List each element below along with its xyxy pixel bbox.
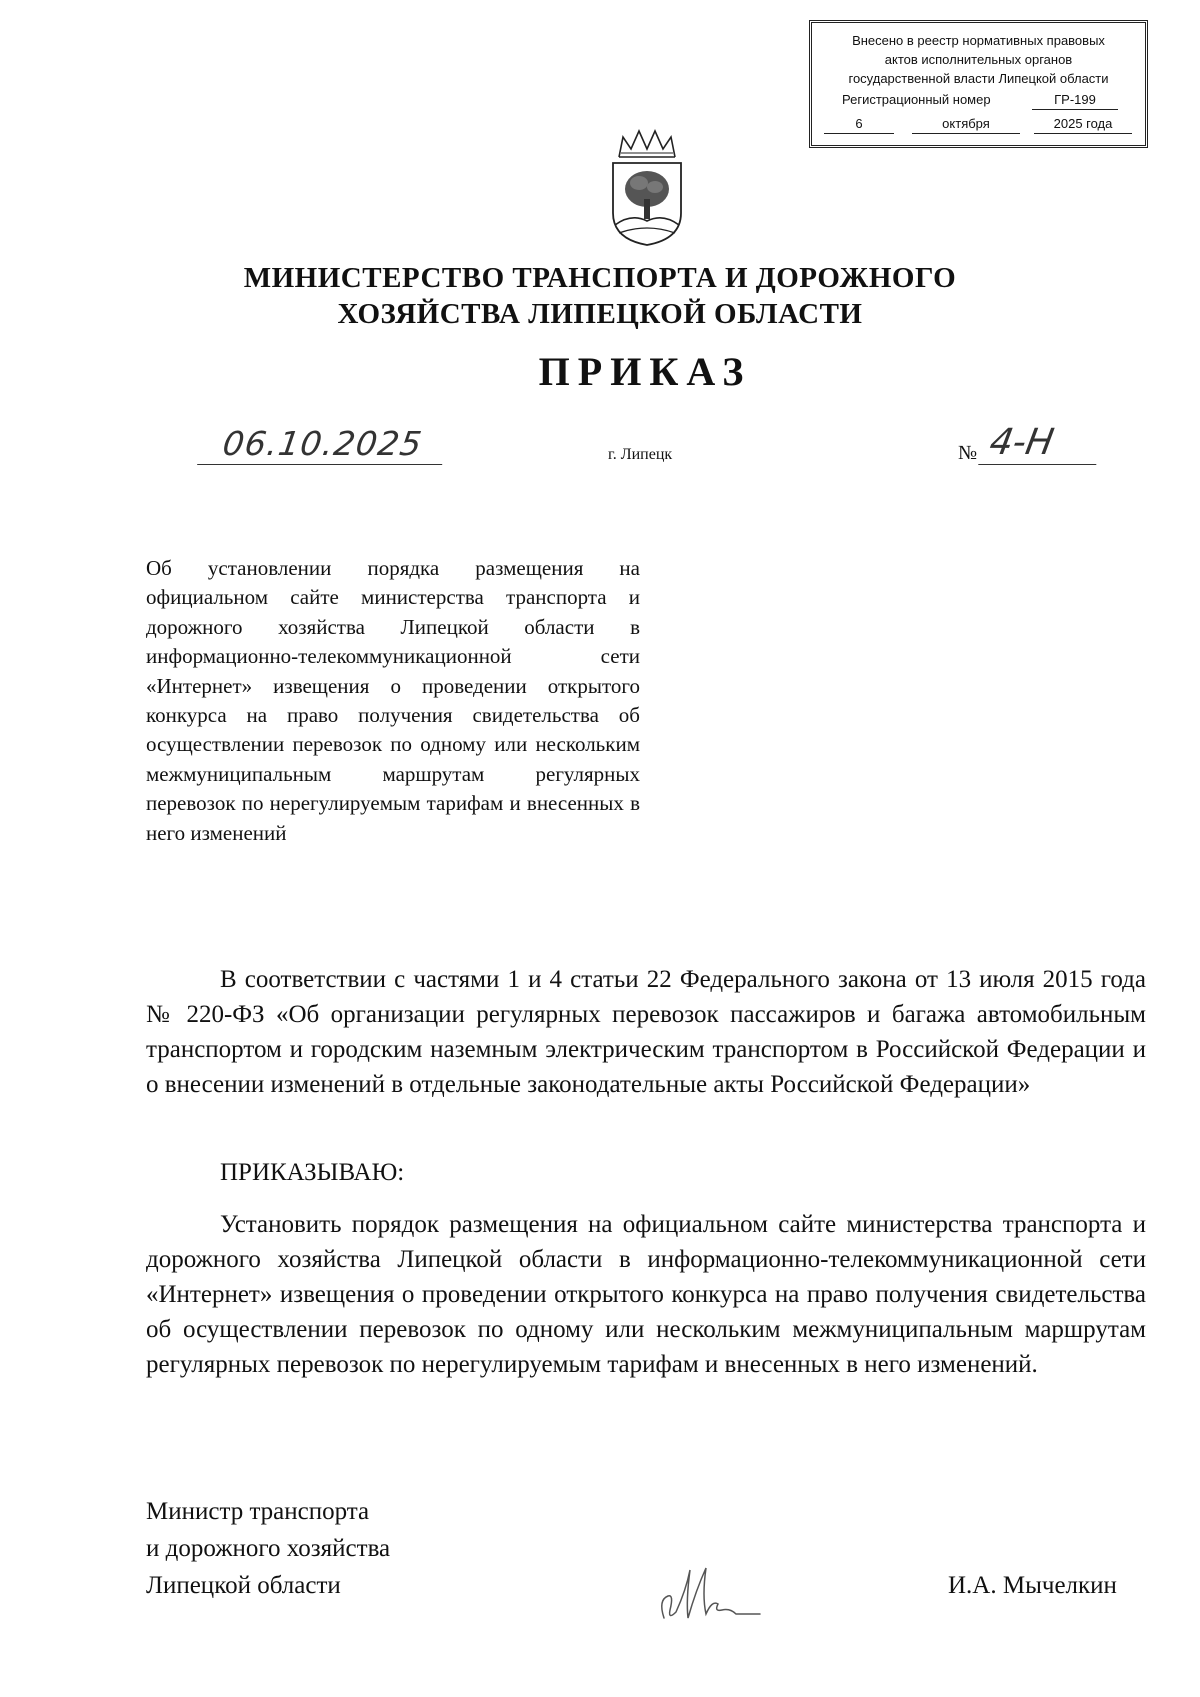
registry-line-2: актов исполнительных органов: [884, 52, 1073, 67]
registry-number: ГР-199: [1032, 90, 1118, 110]
registry-month: октября: [912, 114, 1020, 134]
registry-day: 6: [824, 114, 894, 134]
legal-basis-paragraph: В соответствии с частями 1 и 4 статьи 22 Федерального закона от 13 июля 2015 года № 220-ФЗ «Об организации регулярных перевозок пассажиров и багажа автомобильным транспортом и городским наземным электрическим транспортом в Российской Федерации и о внесении изменений в отдельные законодательные акты Российской Федерации»: [146, 966, 1146, 1098]
number-sign: №: [958, 442, 978, 464]
document-type-title: ПРИКАЗ: [538, 349, 752, 394]
handwritten-date: 06.10.2025: [197, 424, 448, 465]
registry-date-row: [812, 114, 1145, 136]
signer-name: И.А. Мычелкин: [948, 1572, 1117, 1599]
signer-position-line-3: Липецкой области: [146, 1572, 341, 1599]
registry-line-3: государственной власти Липецкой области: [848, 71, 1109, 86]
ministry-name: [0, 260, 1200, 332]
ministry-name-line-2: ХОЗЯЙСТВА ЛИПЕЦКОЙ ОБЛАСТИ: [337, 298, 863, 330]
orders-heading: ПРИКАЗЫВАЮ:: [220, 1159, 405, 1186]
registry-number-row: [812, 90, 1145, 112]
registry-line-1: Внесено в реестр нормативных правовых: [852, 33, 1105, 48]
registry-year: 2025 года: [1034, 114, 1132, 134]
lipetsk-coat-of-arms-icon: [609, 127, 685, 247]
registry-stamp: [809, 20, 1148, 148]
handwritten-number: 4-Н: [978, 422, 1104, 465]
signer-position-line-2: и дорожного хозяйства: [146, 1535, 391, 1562]
signer-position: [146, 1493, 390, 1604]
order-subject: Об установлении порядка размещения на официальном сайте министерства транспорта и дорожного хозяйства Липецкой области в информационно-телекоммуникационной сети «Интернет» извещения о проведении открытого конкурса на право получения свидетельства об осуществлении перевозок по одному или нескольким межмуниципальным маршрутам регулярных перевозок по нерегулируемым тарифам и внесенных в него изменений: [146, 556, 640, 845]
decision-paragraph: Установить порядок размещения на официальном сайте министерства транспорта и дорожного хозяйства Липецкой области в информационно-телекоммуникационной сети «Интернет» извещения о проведении открытого конкурса на право получения свидетельства об осуществлении перевозок по одному или нескольким межмуниципальным маршрутам регулярных перевозок по нерегулируемым тарифам и внесенных в него изменений.: [146, 1211, 1146, 1378]
ministry-name-line-1: МИНИСТЕРСТВО ТРАНСПОРТА И ДОРОЖНОГО: [243, 262, 957, 294]
city-label: г. Липецк: [608, 446, 673, 463]
handwritten-signature-icon: [656, 1560, 776, 1630]
signer-position-line-1: Министр транспорта: [146, 1498, 370, 1525]
registry-number-label: Регистрационный номер: [842, 92, 991, 107]
